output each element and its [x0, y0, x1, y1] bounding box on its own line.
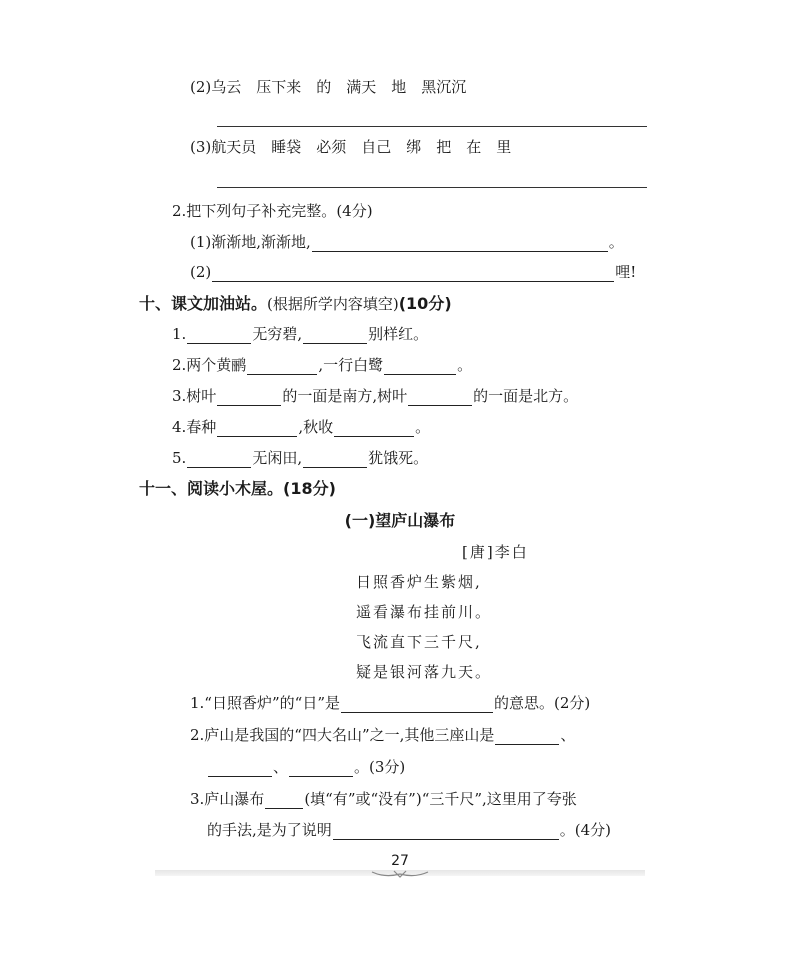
reorder-words: (3)航天员 睡袋 必须 自己 绑 把 在 里: [190, 138, 512, 156]
answer-blank[interactable]: [384, 358, 456, 375]
item-text: 的一面是北方。: [473, 387, 579, 405]
poem-line: 日照香炉生紫烟,: [356, 573, 482, 591]
reading-q3: [190, 789, 577, 809]
item-text: 。: [415, 418, 431, 436]
heading-note: (根据所学内容填空): [267, 295, 399, 313]
fill-item-3: [172, 386, 578, 406]
item-text: 犹饿死。: [368, 449, 429, 467]
reading-q3-cont: [207, 820, 611, 840]
answer-blank[interactable]: [212, 265, 614, 282]
page-number: 27: [391, 853, 409, 869]
question-text: 2.庐山是我国的“四大名山”之一,其他三座山是: [190, 726, 495, 744]
fill-item-2: [172, 355, 472, 375]
item-number: 2.两个黄鹂: [172, 356, 247, 374]
item-prefix: (1)渐渐地,渐渐地,: [190, 233, 311, 251]
answer-blank[interactable]: [187, 451, 251, 468]
answer-blank[interactable]: [495, 728, 559, 745]
poem-author: [唐]李白: [462, 543, 529, 561]
question-title: 2.把下列句子补充完整。(4分): [172, 202, 373, 220]
fill-item-5: [172, 448, 428, 468]
question-text: 的手法,是为了说明: [207, 821, 332, 839]
poem-title: (一)望庐山瀑布: [344, 511, 456, 530]
question-text: 的意思。(2分): [494, 694, 591, 712]
item-number: 5.: [172, 449, 187, 467]
answer-blank[interactable]: [208, 760, 272, 777]
section-heading-11: 十一、阅读小木屋。(18分): [139, 479, 336, 498]
poem-line: 遥看瀑布挂前川。: [356, 603, 493, 621]
answer-blank[interactable]: [408, 389, 472, 406]
answer-blank[interactable]: [217, 420, 297, 437]
item-text: 。: [457, 356, 473, 374]
item-number: 3.树叶: [172, 387, 217, 405]
question-text: 、: [560, 726, 576, 744]
section-heading-10: [139, 294, 452, 314]
reorder-item-3: [190, 137, 511, 157]
item-number: 4.春种: [172, 418, 217, 436]
answer-blank[interactable]: [341, 696, 493, 713]
answer-line[interactable]: [217, 187, 647, 188]
answer-blank[interactable]: [217, 389, 281, 406]
answer-blank[interactable]: [333, 823, 559, 840]
answer-blank[interactable]: [334, 420, 414, 437]
reading-q1: [190, 693, 590, 713]
reorder-item-2: [190, 77, 466, 97]
fill-item-4: [172, 417, 430, 437]
answer-blank[interactable]: [247, 358, 317, 375]
answer-blank[interactable]: [303, 327, 367, 344]
answer-blank[interactable]: [303, 451, 367, 468]
item-text: ,秋收: [298, 418, 334, 436]
question-text: (填“有”或“没有”)“三千尺”,这里用了夸张: [304, 790, 577, 808]
item-text: 别样红。: [368, 325, 429, 343]
question-text: 。(4分): [559, 821, 612, 839]
answer-blank[interactable]: [187, 327, 251, 344]
item-suffix: 。: [608, 233, 624, 251]
answer-line[interactable]: [217, 126, 647, 127]
item-text: 无闲田,: [252, 449, 303, 467]
completion-item-1: [190, 232, 624, 252]
question-text: 、: [273, 758, 289, 776]
item-suffix: 哩!: [615, 263, 637, 281]
item-prefix: (2): [190, 263, 212, 281]
question-text: 。(3分): [354, 758, 406, 776]
answer-blank[interactable]: [312, 235, 608, 252]
footer-ornament-icon: [370, 869, 430, 879]
question-text: 1.“日照香炉”的“日”是: [190, 694, 340, 712]
item-text: 无穷碧,: [252, 325, 303, 343]
poem-line: 飞流直下三千尺,: [356, 633, 482, 651]
answer-blank[interactable]: [265, 792, 303, 809]
heading-text: 十、课文加油站。: [139, 294, 268, 313]
heading-score: (10分): [398, 294, 452, 313]
item-number: 1.: [172, 325, 187, 343]
item-text: ,一行白鹭: [318, 356, 384, 374]
poem-line: 疑是银河落九天。: [356, 663, 493, 681]
fill-item-1: [172, 324, 428, 344]
reading-q2: [190, 725, 575, 745]
answer-blank[interactable]: [289, 760, 353, 777]
question-text: 3.庐山瀑布: [190, 790, 265, 808]
reading-q2-cont: [207, 757, 405, 777]
completion-item-2: [190, 262, 636, 282]
reorder-words: (2)乌云 压下来 的 满天 地 黑沉沉: [190, 78, 467, 96]
item-text: 的一面是南方,树叶: [282, 387, 408, 405]
